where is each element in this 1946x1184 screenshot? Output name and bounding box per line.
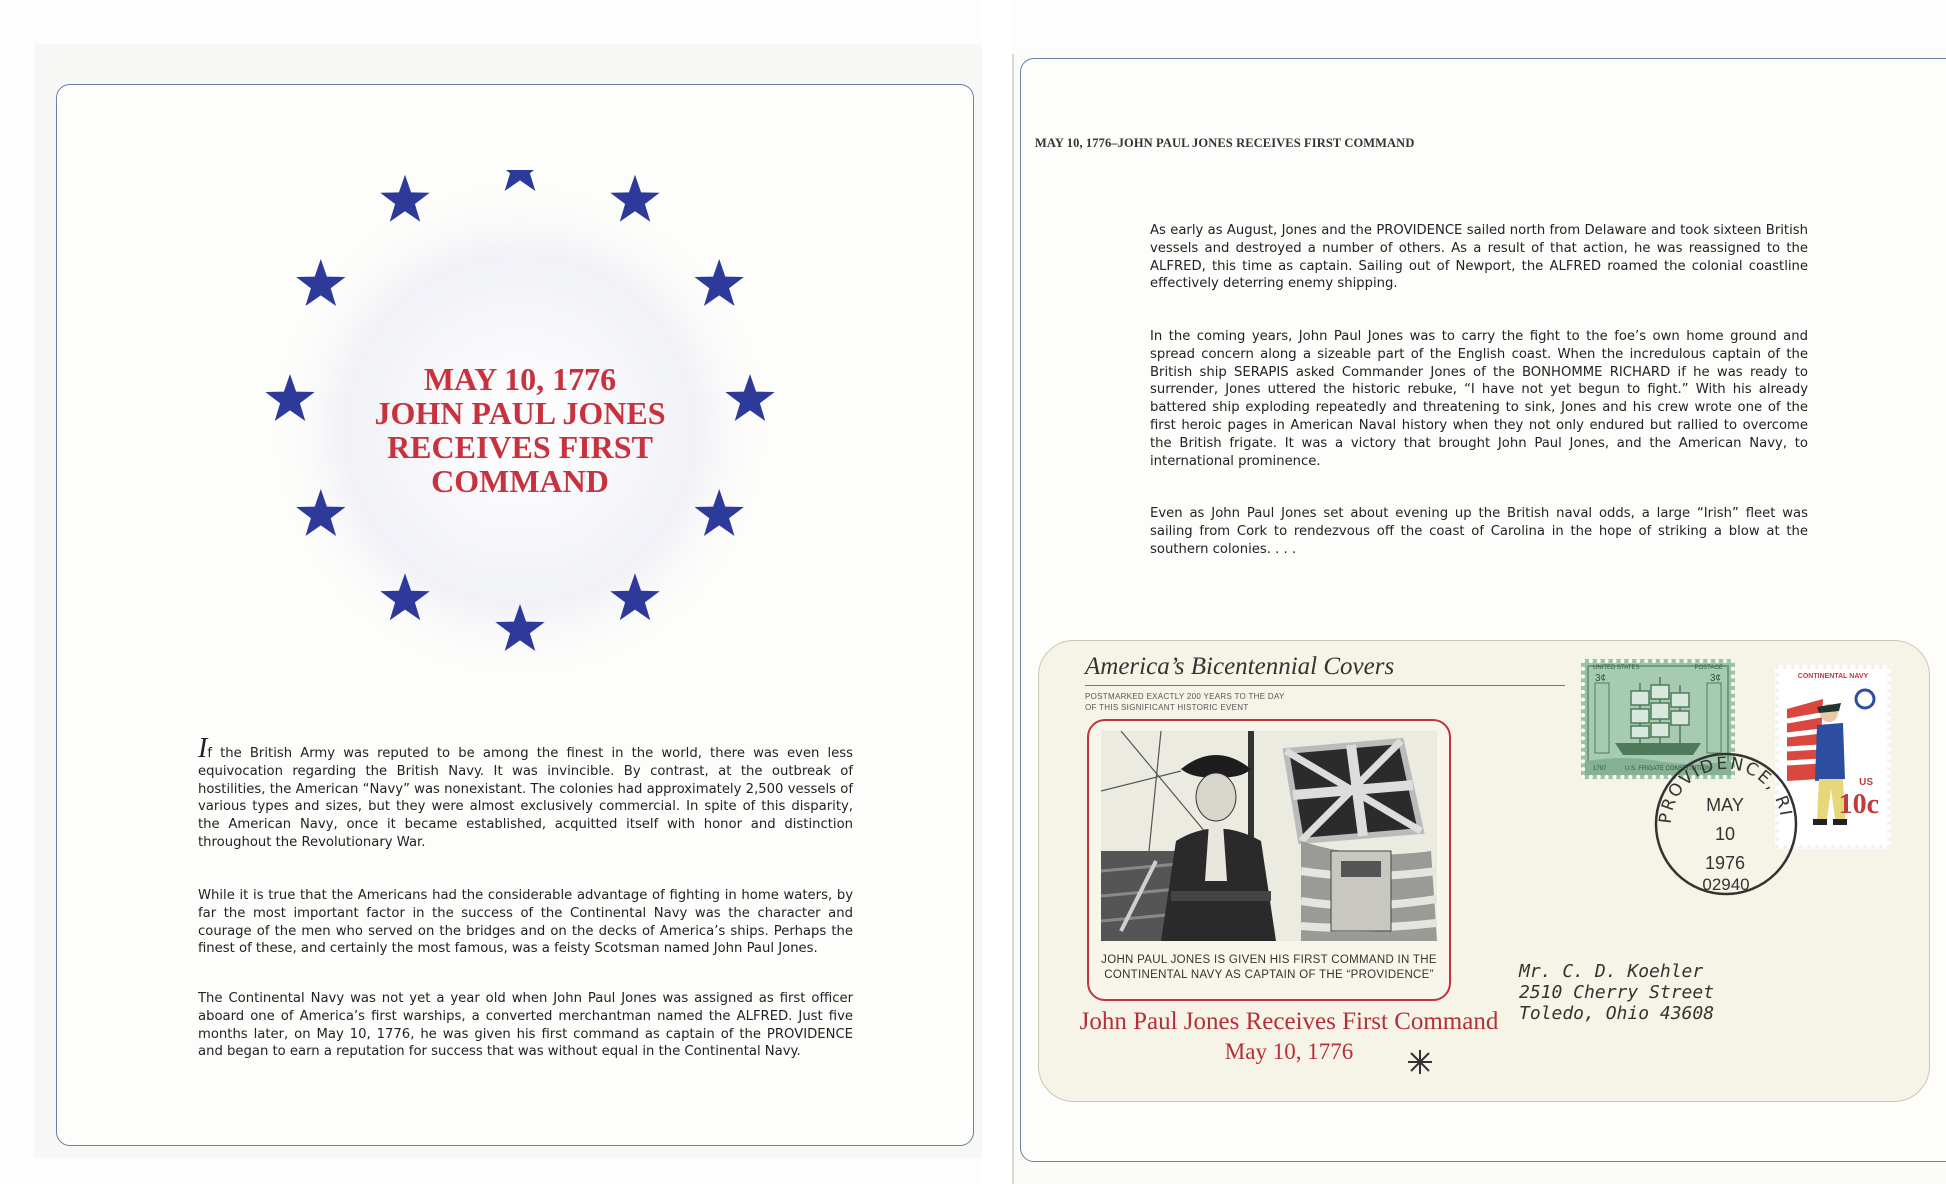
stamp-ship-year: 1797 [1593, 766, 1607, 772]
postmark-place: PROVIDENCE, RI [1655, 753, 1796, 825]
page-gutter [982, 0, 1012, 1184]
cachet-frame [1087, 719, 1451, 1001]
postmark-year: 1976 [1704, 853, 1746, 873]
postmark-date [1679, 791, 1771, 878]
stamp-ship-country: UNITED STATES [1593, 665, 1640, 671]
address-line-2: 2510 Cherry Street [1519, 982, 1715, 1003]
address-line-3: Toledo, Ohio 43608 [1519, 1003, 1715, 1024]
page-title-line-4: COMMAND [431, 463, 609, 499]
cachet-caption-line-1: JOHN PAUL JONES IS GIVEN HIS FIRST COMMAND IN THE [1101, 954, 1437, 966]
cover-brand-title: America’s Bicentennial Covers [1085, 653, 1395, 680]
cover-date: May 10, 1776 [1224, 1039, 1354, 1064]
right-paragraph-1: As early as August, Jones and the PROVIDENCE sailed north from Delaware and took sixteen British vessels and destroyed a number of others. As a result of that action, he was reassigned to the ALFRED, this time as captain. Sailing out of Newport, the ALFRED roamed the colonial coastline effectively deterring enemy shipping. [1150, 223, 1808, 292]
stamp-navy-country: US [1859, 777, 1873, 788]
ship-turret [1331, 851, 1391, 931]
left-paragraph-1 [198, 733, 853, 852]
left-paragraph-2: While it is true that the Americans had the considerable advantage of fighting in home waters, by far the most important factor in the success of the Continental Navy was the character and courage of the men who served on the bridges and on the decks of America’s ships. Perhaps the finest of these, and certainly the most famous, was a feisty Scotsman named John Paul Jones. [198, 888, 853, 957]
page-title-line-3: RECEIVES FIRST [387, 429, 653, 465]
address-line-1: Mr. C. D. Koehler [1519, 961, 1704, 982]
john-paul-jones-portrait-illustration [1101, 731, 1437, 941]
left-paragraph-1-text: f the British Army was reputed to be among the finest in the world, there was even less equivocation regarding the British Navy. It was invincible. By contrast, at the outbreak of hostilities, the American “Navy” was nonexistant. The colonies had approximately 2,500 vessels of various types and sizes, but they were almost exclusively commercial. In spite of this disparity, the American Navy, once it became established, acquitted itself with honor and distinction throughout the Revolutionary War. [198, 746, 853, 850]
mailing-address [1519, 961, 1714, 1024]
cachet-caption-line-2: CONTINENTAL NAVY AS CAPTAIN OF THE “PROVIDENCE” [1104, 969, 1434, 981]
brand-divider [1085, 685, 1565, 686]
postmark-month: MAY [1706, 795, 1744, 815]
cachet-starburst-icon [1407, 1049, 1433, 1075]
postmark-zip: 02940 [1702, 875, 1750, 894]
stamp-ship-value-right: 3¢ [1709, 673, 1721, 684]
right-paragraph-3: Even as John Paul Jones set about evening up the British naval odds, a large “Irish” fleet was sailing from Cork to rendezvous off the coast of Carolina in the hope of striking a blow at the southern colonies. . . . [1150, 506, 1808, 557]
running-head: MAY 10, 1776–JOHN PAUL JONES RECEIVES FIRST COMMAND [1035, 136, 1415, 150]
postmark-day: 10 [1714, 824, 1736, 844]
page-title-line-1: MAY 10, 1776 [423, 361, 617, 397]
stamp-ship-value-left: 3¢ [1595, 673, 1607, 684]
page-title-line-2: JOHN PAUL JONES [374, 395, 666, 431]
stamp-ship-postage: POSTAGE [1694, 665, 1723, 671]
left-paragraph-3: The Continental Navy was not yet a year old when John Paul Jones was assigned as first officer aboard one of America’s first warships, a converted merchantman named the ALFRED. Just five months later, on May 10, 1776, he was given his first command as captain of the PROVIDENCE and began to earn a reputation for success that was without equal in the Continental Navy. [198, 991, 853, 1060]
right-paragraph-2: In the coming years, John Paul Jones was to carry the fight to the foe’s own home ground and spread concern along a sizeable part of the English coast. When the incredulous captain of the British ship SERAPIS asked Commander Jones of the BONHOMME RICHARD if he was ready to surrender, Jones uttered the historic rebuke, “I have not yet begun to fight.” With his already battered ship exploding repeatedly and threatening to sink, Jones and his crew wrote one of the first heroic pages in American Naval history when they not only endured but rallied to overcome the British frigate. It was a victory that brought John Paul Jones, and the American Navy, to international prominence. [1150, 329, 1808, 469]
cover-postmark-note: POSTMARKED EXACTLY 200 YEARS TO THE DAY OF THIS SIGNIFICANT HISTORIC EVENT [1085, 692, 1285, 712]
stamp-navy-label: CONTINENTAL NAVY [1797, 673, 1869, 680]
drop-cap: I [198, 733, 208, 764]
cover-title: John Paul Jones Receives First Command [1079, 1008, 1499, 1035]
stamp-navy-value: 10c [1838, 789, 1879, 820]
first-day-cover-envelope [1038, 640, 1930, 1102]
stamp-ship-caption: U.S. FRIGATE CONSTITUTION [1625, 766, 1711, 772]
cachet-caption [1099, 953, 1439, 983]
